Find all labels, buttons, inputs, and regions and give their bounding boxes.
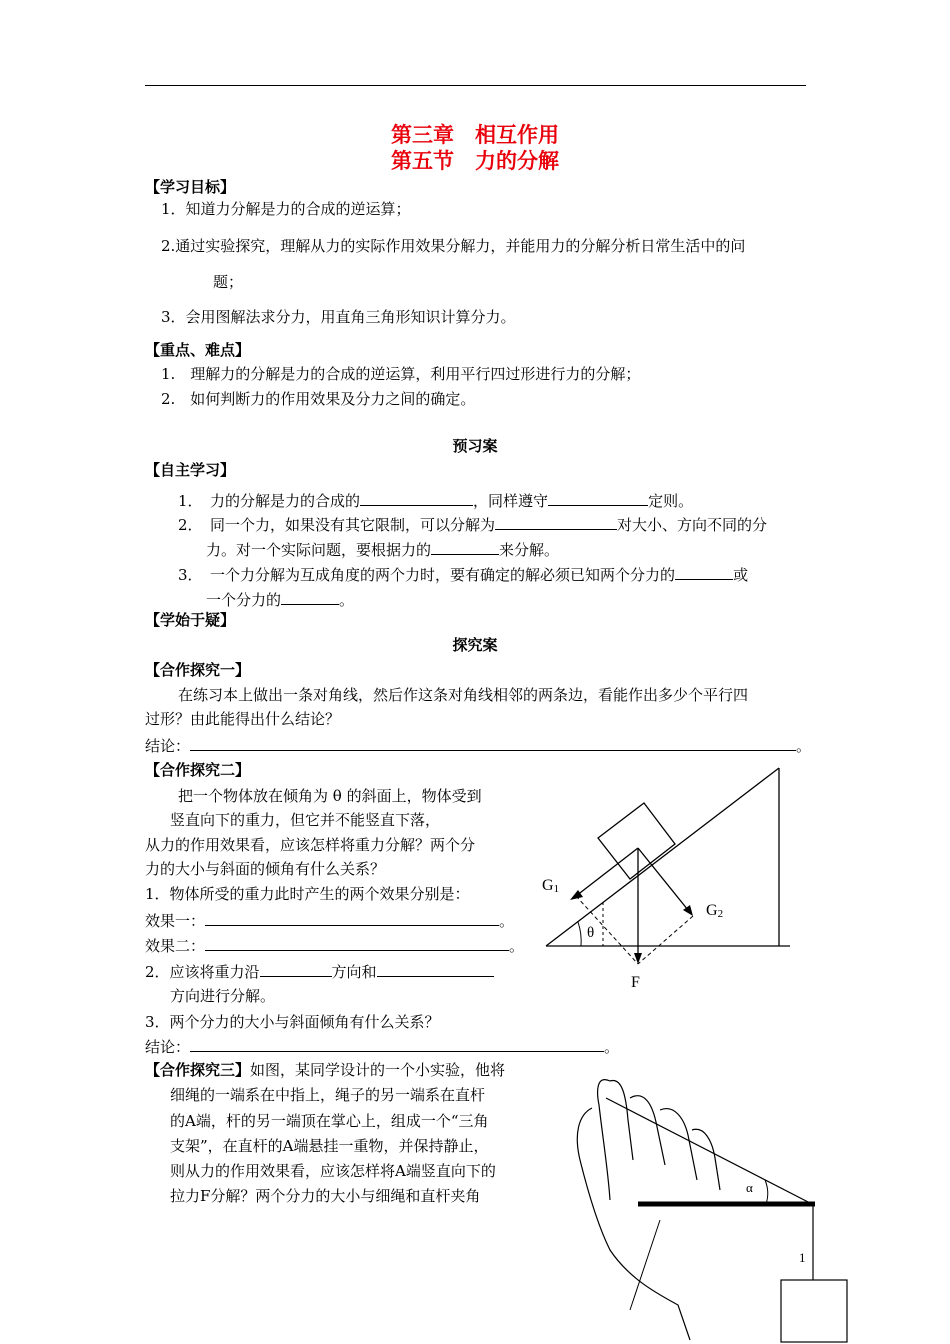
coop2-line-3: 从力的作用效果看，应该怎样将重力分解？两个分	[145, 836, 476, 854]
coop3-line-4: 则从力的作用效果看，应该怎样将A端竖直向下的	[170, 1162, 496, 1180]
coop2-conclusion	[145, 1036, 619, 1057]
block	[598, 803, 675, 879]
coop1-header: 【合作探究一】	[145, 661, 251, 679]
hand-finger-4	[692, 1129, 720, 1190]
q2-blank-1[interactable]	[495, 514, 617, 530]
coop3-line-3: 支架”，在直杆的A端悬挂一重物，并保持静止，	[170, 1137, 489, 1155]
hand-finger-1	[598, 1080, 610, 1200]
self-study-q3	[178, 564, 748, 585]
q3-text-c: 一个分力的	[206, 591, 282, 609]
figure2-number: 1	[799, 1250, 806, 1265]
string	[606, 1098, 812, 1204]
coop1-line-1: 在练习本上做出一条对角线，然后作这条对角线相邻的两条边，看能作出多少个平行四	[178, 686, 749, 704]
q3-blank-2[interactable]	[281, 589, 339, 605]
keypoints-header: 【重点、难点】	[145, 341, 251, 359]
q1-text-c: 定则。	[648, 492, 694, 510]
q2-blank-2[interactable]	[431, 539, 499, 555]
q1-blank-1[interactable]	[360, 490, 473, 506]
self-study-header: 【自主学习】	[145, 461, 236, 479]
effect1-blank[interactable]	[205, 910, 499, 926]
goals-header: 【学习目标】	[145, 178, 236, 196]
self-study-q3-cont	[206, 589, 354, 610]
alpha-arc	[765, 1180, 768, 1204]
q3-text-a: 3． 一个力分解为互成角度的两个力时，要有确定的解必须已知两个分力的	[178, 566, 676, 584]
explore-header: 探究案	[452, 636, 498, 654]
coop3-line-0: 如图，某同学设计的一个小实验，他将	[250, 1061, 506, 1079]
coop2-effect-2	[145, 935, 524, 956]
effect1-end: 。	[499, 912, 515, 930]
q2-text-a: 2． 同一个力，如果没有其它限制，可以分解为	[178, 516, 496, 534]
q2-text-b: 对大小、方向不同的分	[617, 516, 768, 534]
self-study-q1	[178, 490, 693, 511]
coop1-conclusion-label: 结论：	[145, 737, 191, 755]
q3-blank-1[interactable]	[675, 564, 733, 580]
coop2-conclusion-label: 结论：	[145, 1038, 191, 1056]
keypoint-item-2: 2. 如何判断力的作用效果及分力之间的确定。	[161, 390, 476, 408]
weight-box	[781, 1280, 847, 1342]
hand-support-figure	[570, 1060, 860, 1344]
q3-text-b: 或	[733, 566, 749, 584]
coop3-header: 【合作探究三】	[145, 1061, 251, 1079]
incline-surface	[546, 768, 779, 946]
hand-finger-3	[660, 1109, 697, 1180]
chapter-title: 第三章 相互作用	[391, 123, 559, 147]
coop2-q3: 3．两个分力的大小与斜面倾角有什么关系？	[145, 1013, 440, 1031]
theta-arc	[578, 922, 581, 946]
coop2-line-1: 把一个物体放在倾角为 θ 的斜面上，物体受到	[178, 787, 482, 805]
coop1-conclusion	[145, 735, 811, 756]
goal-item-2-cont: 题；	[213, 273, 244, 291]
gravity-arrowhead	[634, 953, 642, 964]
keypoint-item-1: 1. 理解力的分解是力的合成的逆运算，利用平行四过形进行力的分解；	[161, 365, 641, 383]
coop2-header: 【合作探究二】	[145, 761, 251, 779]
theta-label: θ	[587, 925, 595, 941]
preview-header: 预习案	[452, 437, 498, 455]
q2-text-d: 来分解。	[499, 541, 560, 559]
header-rule	[145, 85, 806, 86]
effect1-label: 效果一：	[145, 912, 206, 930]
coop1-end: 。	[796, 737, 812, 755]
coop3-line-1: 细绳的一端系在中指上，绳子的另一端系在直杆	[170, 1086, 486, 1104]
coop2-q2-text-a: 2．应该将重力沿	[145, 963, 260, 981]
coop2-conclusion-end: 。	[604, 1038, 620, 1056]
coop2-q2-text-b: 方向和	[331, 963, 377, 981]
coop2-line-5: 1．物体所受的重力此时产生的两个效果分别是：	[145, 885, 470, 903]
q1-text-a: 1． 力的分解是力的合成的	[178, 492, 361, 510]
self-study-q2-cont	[206, 539, 559, 560]
hand-finger-1b	[610, 1080, 633, 1160]
effect2-label: 效果二：	[145, 937, 206, 955]
incline-figure	[530, 755, 800, 995]
coop2-q2	[145, 961, 494, 982]
goal-item-2: 2.通过实验探究，理解从力的实际作用效果分解力，并能用力的分解分析日常生活中的问	[161, 237, 746, 255]
doubts-header: 【学始于疑】	[145, 611, 236, 629]
f-label: F	[631, 974, 640, 991]
coop2-line-4: 力的大小与斜面的倾角有什么关系？	[145, 860, 386, 878]
hand-thumb-palm	[577, 1108, 690, 1340]
coop3-first-line	[145, 1060, 505, 1080]
hand-finger-2	[630, 1096, 665, 1165]
alpha-label: α	[746, 1180, 753, 1195]
section-title: 第五节 力的分解	[391, 149, 559, 173]
effect2-blank[interactable]	[205, 935, 509, 951]
dashed-line-1	[576, 896, 638, 964]
hand-palm-line	[630, 1220, 660, 1310]
coop2-q2-blank-1[interactable]	[260, 961, 332, 977]
coop3-line-2: 的A端，杆的另一端顶在掌心上，组成一个“三角	[170, 1112, 489, 1130]
coop2-effect-1	[145, 910, 514, 931]
g1-label: G1	[542, 877, 560, 895]
g2-label: G2	[706, 902, 724, 920]
coop2-conclusion-blank[interactable]	[190, 1036, 604, 1052]
effect2-end: 。	[509, 937, 525, 955]
goal-item-3: 3．会用图解法求分力，用直角三角形知识计算分力。	[161, 308, 516, 326]
coop2-q2-cont: 方向进行分解。	[170, 987, 276, 1005]
coop1-line-2: 过形？由此能得出什么结论？	[145, 710, 341, 728]
g1-arrow-line	[576, 848, 638, 896]
q3-text-d: 。	[339, 591, 355, 609]
coop2-q2-blank-2[interactable]	[377, 961, 494, 977]
goal-item-1: 1．知道力分解是力的合成的逆运算；	[161, 200, 411, 218]
q1-blank-2[interactable]	[548, 490, 648, 506]
self-study-q2	[178, 514, 767, 535]
q2-text-c: 力。对一个实际问题，要根据力的	[206, 541, 432, 559]
coop2-line-2: 竖直向下的重力，但它并不能竖直下落，	[170, 811, 441, 829]
dashed-line-2	[638, 916, 693, 964]
coop3-line-5: 拉力F分解？两个分力的大小与细绳和直杆夹角	[170, 1187, 481, 1205]
coop1-conclusion-blank[interactable]	[190, 735, 796, 751]
q1-text-b: ，同样遵守	[473, 492, 549, 510]
